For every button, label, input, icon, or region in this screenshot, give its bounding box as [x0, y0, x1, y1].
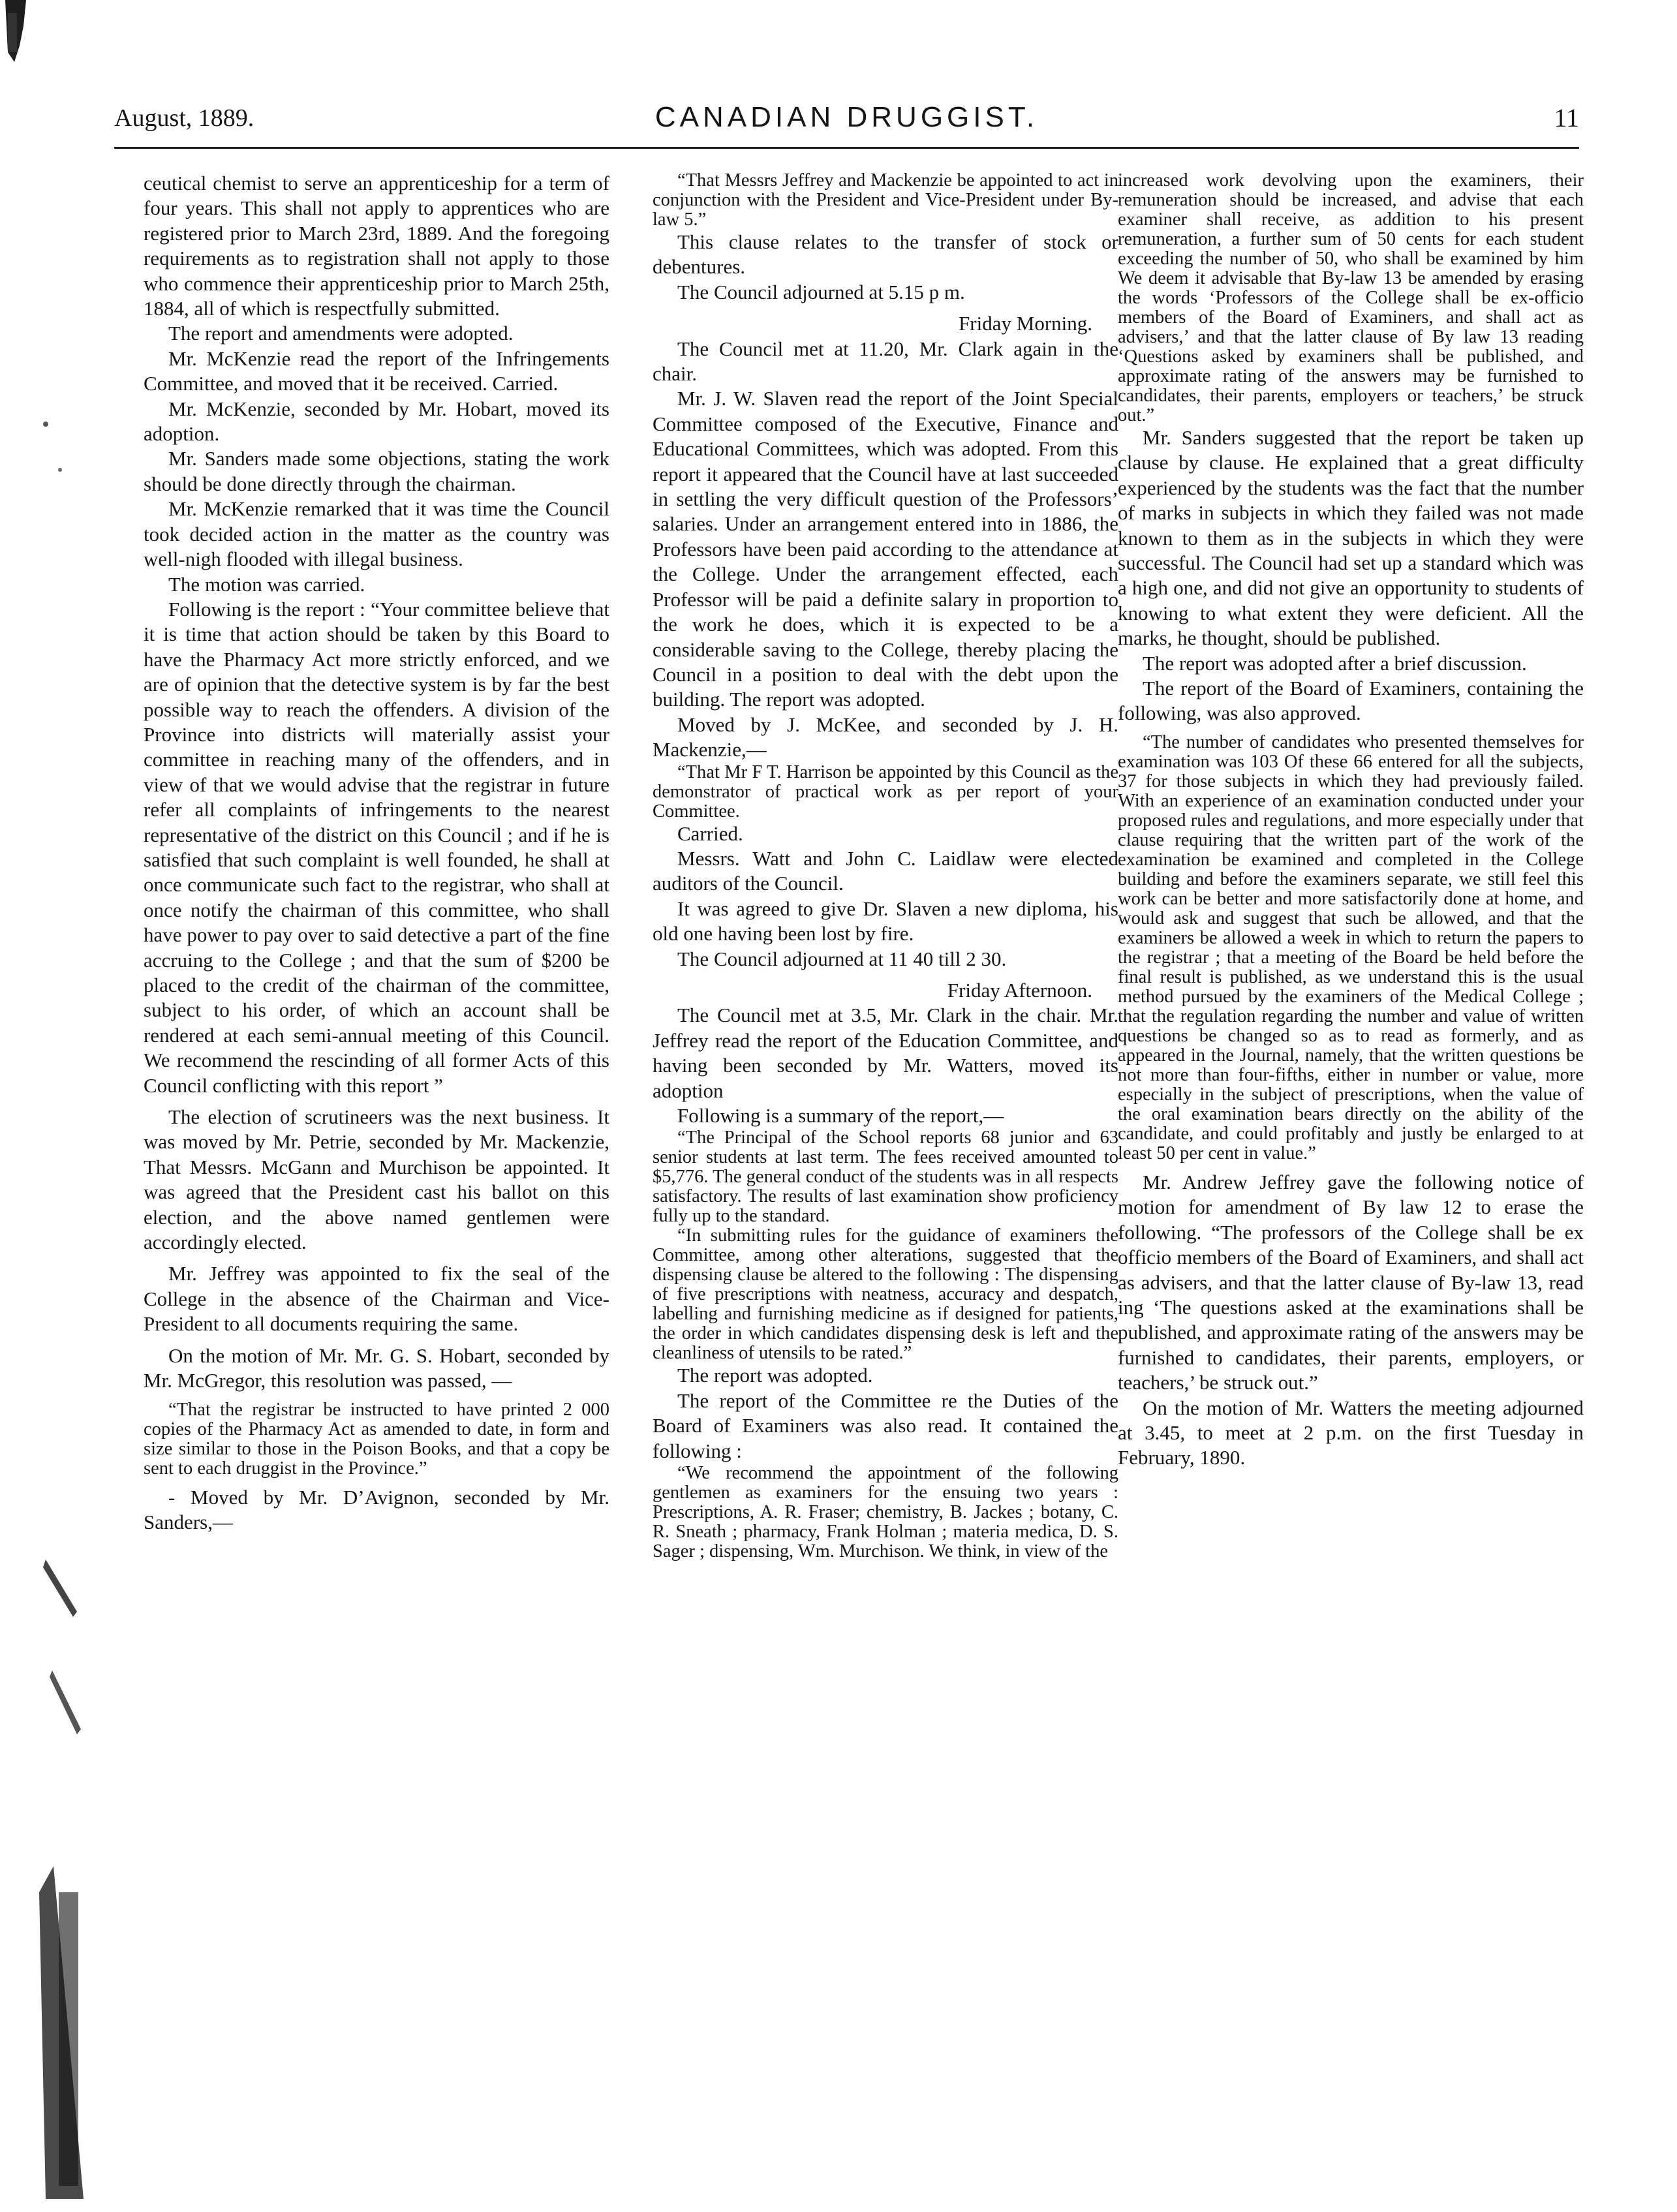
paragraph: The Council adjourned at 5.15 p m.	[677, 280, 965, 303]
publication-title: CANADIAN DRUGGIST.	[654, 101, 1039, 133]
paragraph: Mr. Sanders made some objections, stating the work should be done directly through the chairman.	[144, 447, 609, 495]
quoted-report: increased work devolving upon the examiners, their remuneration should be increased, and advise that each examiner shall receive, as addition to his present remuneration, a further sum of 50 cents for each student exceeding the number of 50, who shall be examined by him We deem it advisable that By-law 13 be amended by erasing the words ‘Professors of the College shall be ex-officio members of the Board of Examiners, and shall act as advisers,’ and that the latter clause of By law 13 reading ‘Questions asked by examiners shall be published, and approximate rating of the answers may be furnished to candidates, their parents, employers or teachers,’ be struck out.”	[1118, 170, 1584, 425]
paragraph: ceutical chemist to serve an apprenticeship for a term of four years. This shall not apply to apprentices who are registered prior to March 23rd, 1889. And the foregoing requirements as to registration shall not apply to those who commence their apprenticeship prior to March 25th, 1884, all of which is respectfully submitted.	[144, 172, 609, 320]
paragraph: The report was adopted.	[677, 1364, 873, 1387]
text-column-1	[144, 171, 609, 1535]
paragraph: The motion was carried.	[168, 572, 365, 596]
text-column-3	[1118, 171, 1584, 1471]
paragraph: Carried.	[677, 822, 743, 845]
text-column-2	[653, 171, 1118, 1561]
quoted-report: “In submitting rules for the guidance of examiners the Committee, among other alterations, suggested that the dispensing clause be altered to the following : The dispensing of five prescriptions with neatness, accuracy and despatch, labelling and furnishing medicine as if designed for patients, the order in which candidates dispensing desk is left and the cleanliness of utensils to be rated.”	[653, 1225, 1118, 1364]
paragraph: The report and amendments were adopted.	[168, 322, 514, 345]
issue-date: August, 1889.	[114, 104, 254, 132]
paragraph: The report of the Board of Examiners, containing the following, was also approved.	[1118, 677, 1584, 725]
paragraph: On the motion of Mr. Mr. G. S. Hobart, seconded by Mr. McGregor, this resolution was passed, —	[144, 1344, 609, 1392]
section-heading: Friday Morning.	[959, 312, 1092, 335]
section-heading: Friday Afternoon.	[947, 978, 1092, 1002]
paragraph: Mr. McKenzie read the report of the Infringements Committee, and moved that it be received. Carried.	[144, 346, 609, 395]
quoted-report: “We recommend the appointment of the following gentlemen as examiners for the ensuing two years : Prescriptions, A. R. Fraser; chemistry, B. Jackes ; botany, C. R. Sneath ; pharmacy, Frank Holman ; materia medica, D. S. Sager ; dispensing, Wm. Murchison. We think, in view of the	[653, 1463, 1118, 1562]
paragraph: On the motion of Mr. Watters the meeting adjourned at 3.45, to meet at 2 p.m. on the first Tuesday in February, 1890.	[1118, 1396, 1584, 1469]
paragraph: Following is the report : “Your committee believe that it is time that action should be taken by this Board to have the Pharmacy Act more strictly enforced, and we are of opinion that the detective system is by far the best possible way to reach the offenders. A division of the Province into districts will materially assist your committee in reaching many of the offenders, and in view of that we would advise that the registrar in future refer all complaints of infringements to the nearest representative of the district on this Council ; and if he is satisfied that such complaint is well founded, he shall at once communicate such fact to the registrar, who shall at once notify the chairman of this committee, who shall have power to pay over to said detective a part of the fine accruing to the College ; and that the sum of $200 be placed to the credit of the chairman of the committee, subject to his order, of which an account shall be rendered at each semi-annual meeting of this Council. We recommend the rescinding of all former Acts of this Council conflicting with this report ”	[144, 597, 609, 1097]
paragraph: The Council adjourned at 11 40 till 2 30.	[677, 947, 1007, 970]
paragraph: The Council met at 11.20, Mr. Clark again in the chair.	[653, 337, 1118, 386]
quoted-report: “The Principal of the School reports 68 junior and 63 senior students at last term. The fees received amounted to $5,776. The general conduct of the students was in all respects satisfactory. The results of last examination show proficiency fully up to the standard.	[653, 1128, 1118, 1227]
paragraph: Mr. Andrew Jeffrey gave the following notice of motion for amendment of By law 12 to erase the following. “The professors of the College shall be ex officio members of the Board of Examiners, and shall act as advisers, and that the latter clause of By-law 13, read ing ‘The questions asked at the examinations shall be published, and approximate rating of the answers may be furnished to candidates, their parents, employers, or teachers,’ be struck out.”	[1118, 1170, 1584, 1394]
quoted-resolution: “That the registrar be instructed to have printed 2 000 copies of the Pharmacy Act as amended to date, in form and size similar to those in the Poison Books, and that a copy be sent to each druggist in the Province.”	[144, 1399, 609, 1479]
paragraph: This clause relates to the transfer of stock or debentures.	[653, 230, 1118, 279]
paragraph: Mr. McKenzie, seconded by Mr. Hobart, moved its adoption.	[144, 397, 609, 446]
page-header	[114, 101, 1579, 149]
paragraph: The report was adopted after a brief discussion.	[1143, 651, 1527, 675]
quoted-report: “The number of candidates who presented themselves for examination was 103 Of these 66 entered for all the subjects, 37 for those subjects in which they had previously failed. With an experience of an examination conducted under your proposed rules and regulations, and more especially under that clause requiring that the written part of the work of the examination be examined and completed in the College building and before the examiners separate, we still feel this work can be better and more satisfactorily done at home, and would ask and suggest that such be allowed, and that the examiners be allowed a week in which to return the papers to the registrar ; that a meeting of the Board be held before the final result is published, as we understand this is the usual method pursued by the examiners of the Medical College ; that the regulation regarding the number and value of written questions be changed so as to read as formerly, and as appeared in the Journal, namely, that the written questions be not more than four-fifths, either in number or value, more especially in the subject of prescriptions, when the value of the oral examination bears directly on the ability of the candidate, and could profitably and justly be enlarged to at least 50 per cent in value.”	[1118, 731, 1584, 1163]
quoted-motion: “That Mr F T. Harrison be appointed by this Council as the demonstrator of practical work as per report of your Committee.	[653, 761, 1118, 822]
paragraph: - Moved by Mr. D’Avignon, seconded by Mr. Sanders,—	[144, 1485, 609, 1533]
paragraph: Mr. McKenzie remarked that it was time the Council took decided action in the matter as the country was well-nigh flooded with illegal business.	[144, 497, 609, 571]
paragraph: Following is a summary of the report,—	[677, 1104, 1004, 1127]
paragraph: Mr. Jeffrey was appointed to fix the seal of the College in the absence of the Chairman and Vice-President to all documents requiring the same.	[144, 1262, 609, 1336]
paragraph: It was agreed to give Dr. Slaven a new diploma, his old one having been lost by fire.	[653, 897, 1118, 945]
paragraph: Moved by J. McKee, and seconded by J. H. Mackenzie,—	[653, 713, 1118, 761]
paragraph: The Council met at 3.5, Mr. Clark in the chair. Mr. Jeffrey read the report of the Education Committee, and having been seconded by Mr. Watters, moved its adoption	[653, 1004, 1118, 1102]
paragraph: The report of the Committee re the Duties of the Board of Examiners was also read. It contained the following :	[653, 1389, 1118, 1462]
paragraph: Mr. Sanders suggested that the report be taken up clause by clause. He explained that a great difficulty experienced by the students was the fact that the number of marks in subjects in which they failed was not made known to them as in the subjects in which they were successful. The Council had set up a standard which was a high one, and did not give an opportunity to students of knowing to what extent they were deficient. All the marks, he thought, should be published.	[1118, 426, 1584, 650]
paragraph: The election of scrutineers was the next business. It was moved by Mr. Petrie, seconded by Mr. Mackenzie, That Messrs. McGann and Murchison be appointed. It was agreed that the President cast his ballot on this election, and the above named gentlemen were accordingly elected.	[144, 1105, 609, 1254]
scanned-page-edge	[0, 0, 85, 2212]
page-number: 11	[1554, 103, 1579, 132]
paragraph: Mr. J. W. Slaven read the report of the Joint Special Committee composed of the Executive, Finance and Educational Committees, which was adopted. From this report it appeared that the Council have at last succeeded in settling the very difficult question of the Professors’ salaries. Under an arrangement entered into in 1886, the Professors have been paid according to the attendance at the College. Under the arrangement effected, each Professor will be paid a definite salary in proportion to the work he does, which it is expected to be a considerable saving to the College, thereby placing the Council in a position to deal with the debt upon the building. The report was adopted.	[653, 387, 1118, 711]
quoted-motion: “That Messrs Jeffrey and Mackenzie be appointed to act in conjunction with the President and Vice-President under By-law 5.”	[653, 170, 1118, 230]
paragraph: Messrs. Watt and John C. Laidlaw were elected auditors of the Council.	[653, 846, 1118, 895]
